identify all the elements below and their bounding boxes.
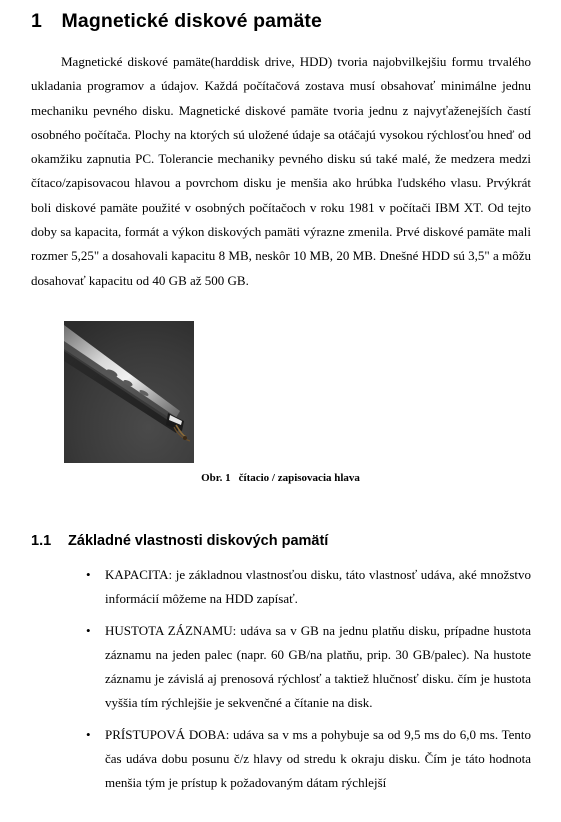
bullet-icon: • bbox=[86, 622, 91, 638]
section-heading bbox=[31, 10, 322, 33]
section-title: Magnetické diskové pamäte bbox=[61, 10, 322, 32]
subsection-title: Základné vlastnosti diskových pamätí bbox=[68, 533, 329, 549]
list-item bbox=[86, 723, 531, 796]
section-number: 1 bbox=[31, 10, 42, 32]
list-item bbox=[86, 563, 531, 612]
intro-paragraph: Magnetické diskové pamäte(harddisk drive, HDD) tvoria najobvilkejšiu formu trvalého ukladania programov a údajov. Každá počítačová zostava musí obsahovať minimálne jednu mechaniku pevného disku. Magnetické diskové pamäte tvoria jednu z najvyťaženejších častí osobného počítača. Plochy na ktorých sú uložené údaje sa otáčajú vysokou rýchlosťou hneď od okamžiku zapnutia PC. Tolerancie mechaniky pevného disku sú také malé, že medzera medzi čítaco/zapisovacou hlavou a povrchom disku je menšia ako hrúbka ľudského vlasu. Prvýkrát boli diskové pamäte použité v osobných počítačoch v roku 1981 v počítači IBM XT. Od tejto doby sa kapacita, formát a výkon diskových pamäti výrazne zmenila. Prvé diskové pamäte mali rozmer 5,25" a dosahovali kapacitu 8 MB, neskôr 10 MB, 20 MB. Dnešné HDD sú 3,5" a môžu dosahovať kapacitu od 40 GB až 500 GB. bbox=[31, 54, 531, 288]
read-write-head-photo bbox=[64, 321, 194, 463]
list-item-text: HUSTOTA ZÁZNAMU: udáva sa v GB na jednu platňu disku, prípadne hustota záznamu na jeden palec (napr. 60 GB/na platňu, prip. 30 GB/palec). Na hustote záznamu je závislá aj prenosová rýchlosť a taktiež hlučnosť disku. čím je hustota vyššia tím rýchlejšie je sekvenčné a čítanie na disk. bbox=[105, 622, 531, 711]
subsection-heading bbox=[31, 533, 328, 549]
figure-caption-text: čítacio / zapisovacia hlava bbox=[238, 472, 360, 484]
bullet-icon: • bbox=[86, 567, 91, 582]
bullet-icon: • bbox=[86, 726, 91, 742]
list-item-text: PRÍSTUPOVÁ DOBA: udáva sa v ms a pohybuje sa od 9,5 ms do 6,0 ms. Tento čas udáva dobu posunu č/z hlavy od stredu k okraju disku. Čím je táto hodnota menšia tým je prístup k požadovaným dátam rýchlejší bbox=[105, 726, 531, 791]
figure-caption bbox=[0, 472, 561, 484]
subsection-number: 1.1 bbox=[31, 533, 52, 549]
figure-caption-label: Obr. 1 bbox=[201, 472, 231, 484]
list-item-text: KAPACITA: je základnou vlastnosťou disku, táto vlastnosť udáva, aké množstvo informácií môžeme na HDD zapísať. bbox=[105, 567, 531, 607]
list-item bbox=[86, 619, 531, 716]
properties-list bbox=[86, 563, 531, 803]
